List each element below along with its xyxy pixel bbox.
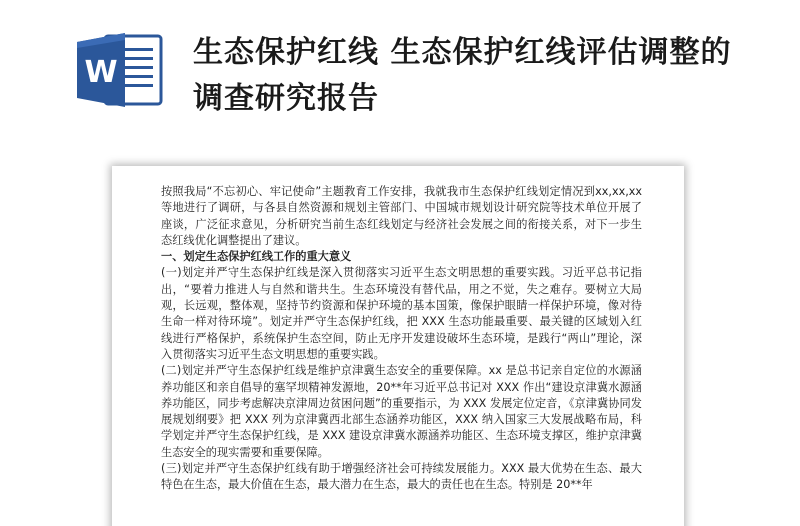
word-document-icon [75, 30, 165, 110]
paragraph-2: (二)划定并严守生态保护红线是维护京津冀生态安全的重要保障。xx 是总书记亲自定位的水源涵养功能区和亲自倡导的塞罕坝精神发源地，20**年习近平总书记对 XXX 作出“建设京津冀水源涵养功能区，同步考虑解决京津周边贫困问题”的重要指示，为 XXX 发展定位定音，《京津冀协同发展规划纲要》把 XXX 列为京津冀西北部生态涵养功能区，XXX 纳入国家三大发展战略布局，科学划定并严守生态保护红线，是 XXX 建设京津冀水源涵养功能区、生态环境支撑区，维护京津冀生态安全的现实需要和重要保障。 [161, 364, 642, 459]
paragraph-3: (三)划定并严守生态保护红线有助于增强经济社会可持续发展能力。XXX 最大优势在生态、最大特色在生态，最大价值在生态，最大潜力在生态，最大的责任也在生态。特别是 20**年 [161, 462, 642, 492]
document-body [161, 184, 642, 494]
paragraph-1: (一)划定并严守生态保护红线是深入贯彻落实习近平生态文明思想的重要实践。习近平总书记指出，“要着力推进人与自然和谐共生。生态环境没有替代品，用之不觉，失之难存。要树立大局观，长远观，整体观，坚持节约资源和保护环境的基本国策，像保护眼睛一样保护环境，像对待生命一样对待环境”。划定并严守生态保护红线，把 XXX 生态功能最重要、最关键的区域划入红线进行严格保护，系统保护生态空间，防止无序开发建设破坏生态环境，是践行“两山”理论，深入贯彻落实习近平生态文明思想的重要实践。 [161, 266, 642, 361]
section-heading: 一、划定生态保护红线工作的重大意义 [161, 250, 352, 264]
paragraph-intro: 按照我局“不忘初心、牢记使命”主题教育工作安排，我就我市生态保护红线划定情况到xx,xx,xx 等地进行了调研，与各县自然资源和规划主管部门、中国城市规划设计研究院等技术单位开展了座谈，广泛征求意见，分析研究当前生态红线划定与经济社会发展之间的衔接关系，对下一步生态红线优化调整提出了建议。 [161, 185, 642, 247]
word-icon-letter: W [84, 55, 118, 90]
document-page [112, 166, 684, 526]
page-title: 生态保护红线 生态保护红线评估调整的调查研究报告 [193, 35, 732, 116]
